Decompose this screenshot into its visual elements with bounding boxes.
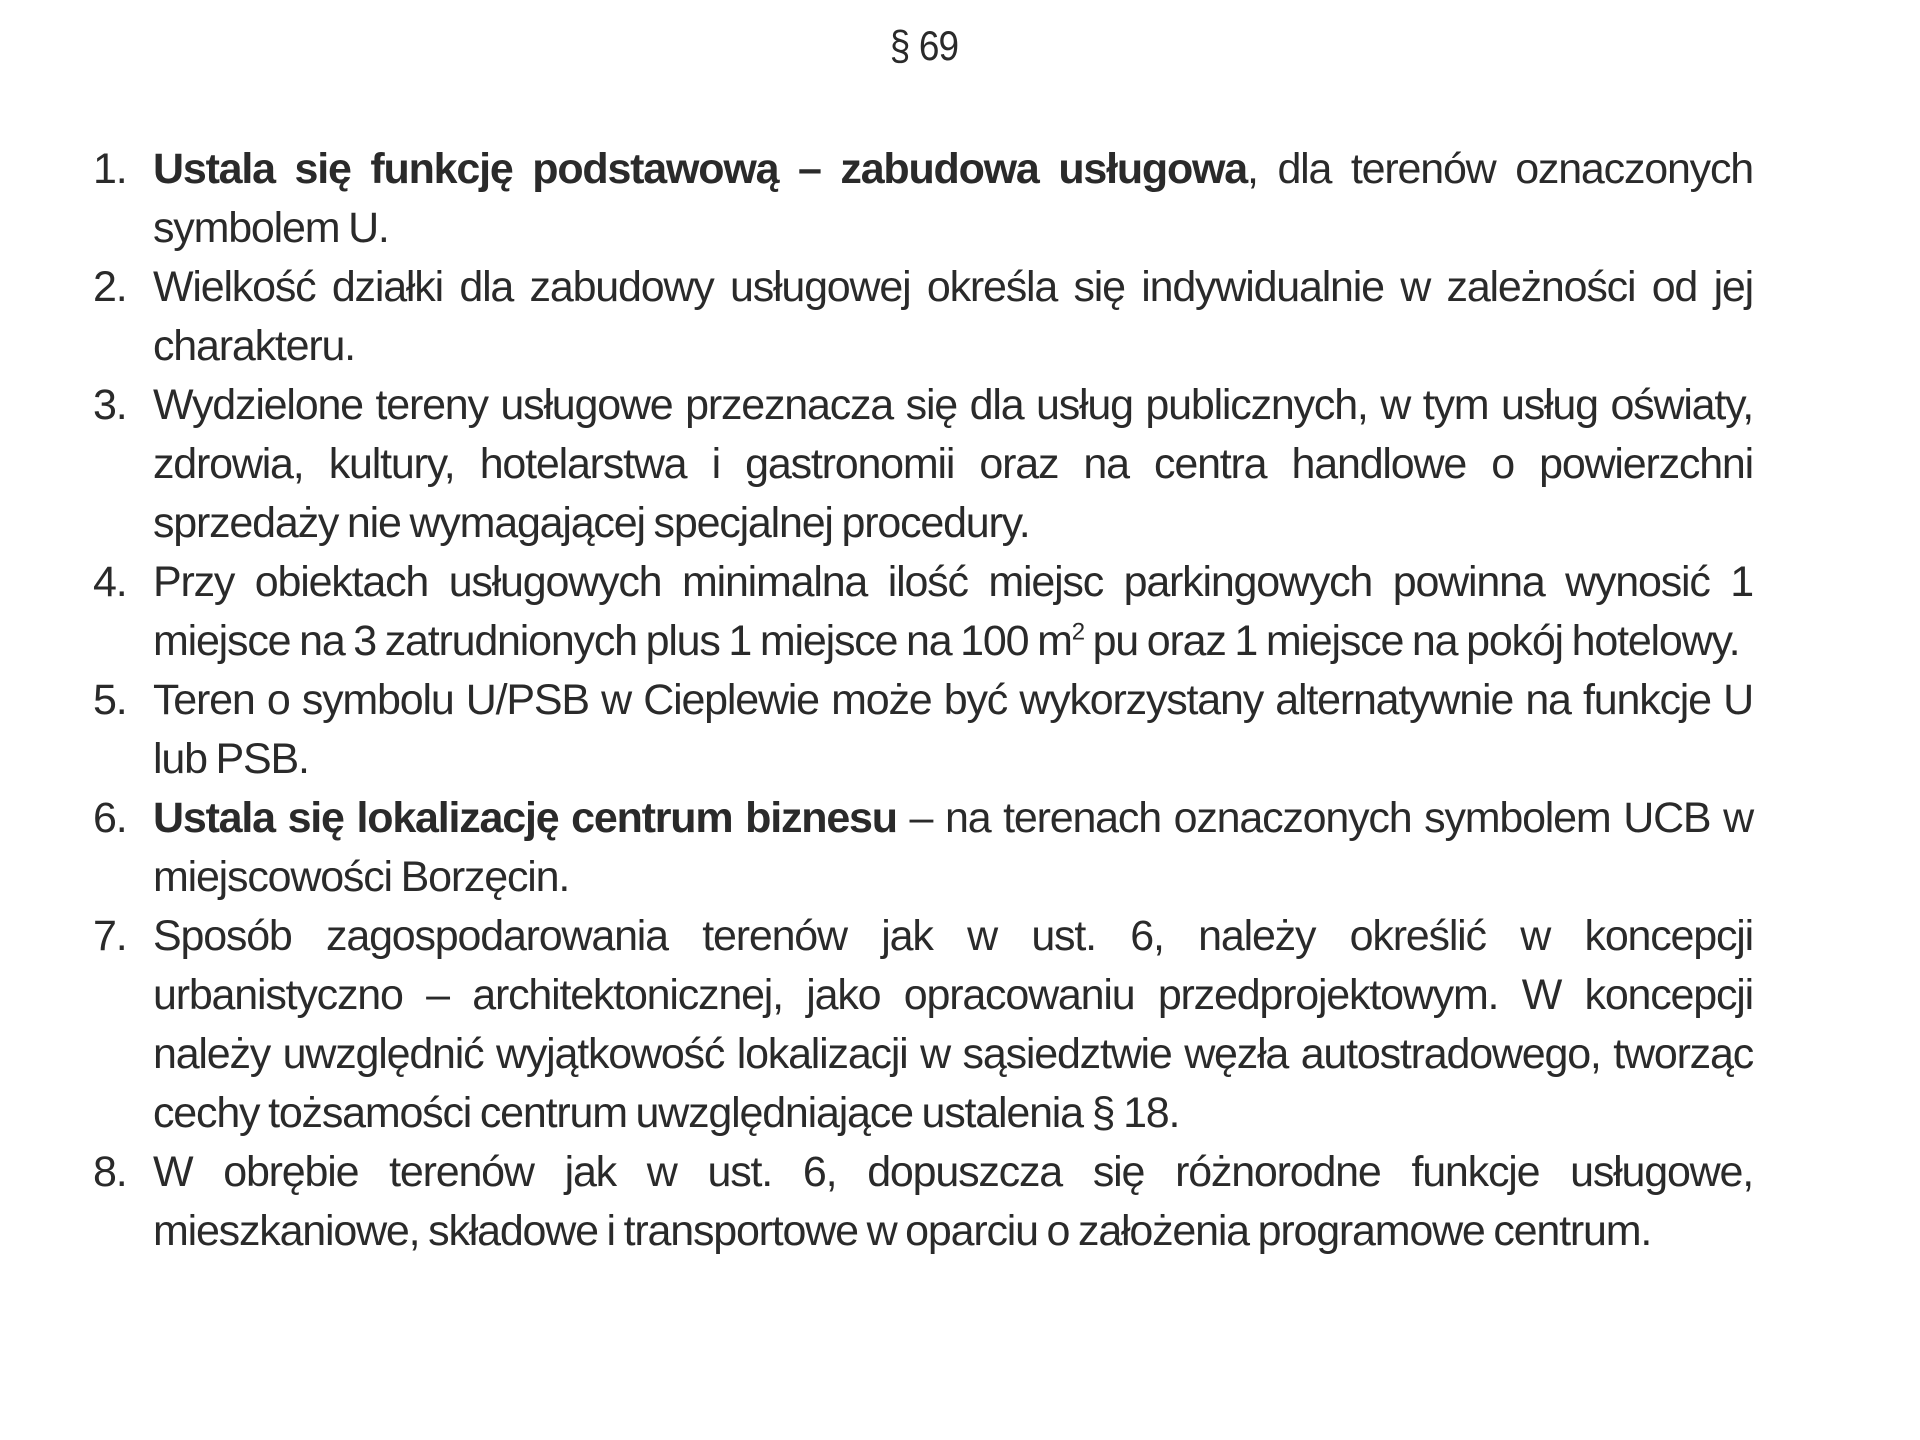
item-text: [153, 140, 1753, 258]
item-number: 7.: [93, 912, 127, 960]
item-number: 5.: [93, 676, 127, 724]
item-number: 6.: [93, 794, 127, 842]
item-body-text: Sposób zagospodarowania terenów jak w ust. 6, należy określić w koncepcji urbanistyczno – architektonicznej, jako opracowaniu przedprojektowym. W koncepcji należy uwzględnić wyjątkowość lokalizacji w sąsiedztwie węzła autostradowego, tworząc cechy tożsamości centrum uwzględniające ustalenia § 18.: [153, 912, 1753, 1137]
item-number: 8.: [93, 1148, 127, 1196]
item-bold-text: Ustala się funkcję podstawową – zabudowa usługowa: [153, 145, 1248, 193]
item-body-text-end: pu oraz 1 miejsce na pokój hotelowy.: [1083, 617, 1740, 665]
item-text: [153, 553, 1753, 671]
item-body-text: W obrębie terenów jak w ust. 6, dopuszcza się różnorodne funkcje usługowe, mieszkaniowe, składowe i transportowe w oparciu o założenia programowe centrum.: [153, 1148, 1753, 1255]
item-text: [153, 1143, 1753, 1261]
superscript: 2: [1071, 618, 1084, 646]
item-body-text: Wielkość działki dla zabudowy usługowej określa się indywidualnie w zależności od jej charakteru.: [153, 263, 1753, 370]
provisions-list: [93, 140, 1753, 1261]
item-text: [153, 376, 1753, 553]
item-number: 2.: [93, 263, 127, 311]
item-number: 3.: [93, 381, 127, 429]
list-item: [93, 553, 1753, 671]
item-number: 1.: [93, 145, 127, 193]
item-text: [153, 907, 1753, 1143]
list-item: [93, 140, 1753, 258]
list-item: [93, 671, 1753, 789]
section-heading: § 69: [889, 22, 959, 69]
item-body-text: – na terenach oznaczonych symbolem UCB w miejscowości Borzęcin.: [153, 794, 1754, 901]
item-body-text: , dla terenów oznaczonych symbolem U.: [153, 145, 1753, 252]
list-item: [93, 907, 1753, 1143]
item-text: [153, 671, 1753, 789]
item-body-text: Teren o symbolu U/PSB w Cieplewie może być wykorzystany alternatywnie na funkcje U lub PSB.: [153, 676, 1753, 783]
item-number: 4.: [93, 558, 127, 606]
item-body-text: Wydzielone tereny usługowe przeznacza się dla usług publicznych, w tym usług oświaty, zdrowia, kultury, hotelarstwa i gastronomii oraz na centra handlowe o powierzchni sprzedaży nie wymagającej specjalnej procedury.: [153, 381, 1753, 547]
item-text: [153, 258, 1753, 376]
item-bold-text: Ustala się lokalizację centrum biznesu: [153, 794, 897, 842]
list-item: [93, 376, 1753, 553]
item-body-text: Przy obiektach usługowych minimalna ilość miejsc parkingowych powinna wynosić 1 miejsce na 3 zatrudnionych plus 1 miejsce na 100 m: [153, 558, 1753, 665]
item-text: [153, 789, 1753, 907]
list-item: [93, 1143, 1753, 1261]
list-item: [93, 789, 1753, 907]
list-item: [93, 258, 1753, 376]
